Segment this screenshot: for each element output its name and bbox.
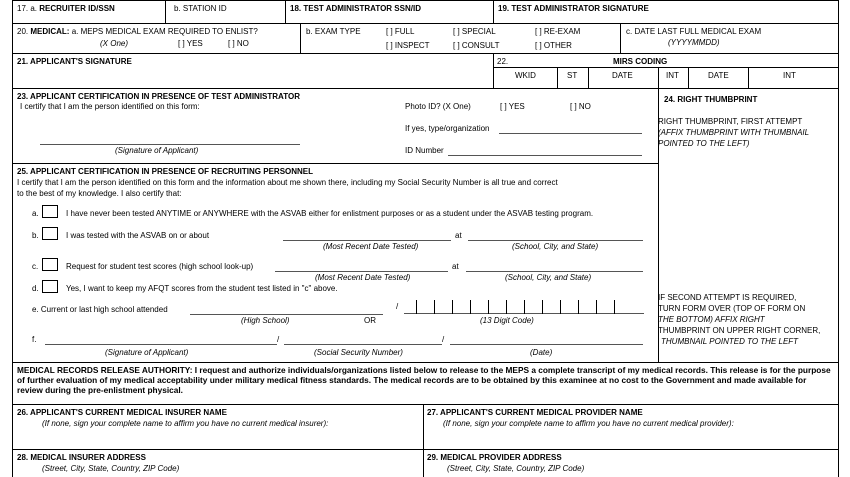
digit-tick-8 [542, 300, 543, 314]
f-ssn-field[interactable] [284, 344, 442, 345]
insurer-name-note: (If none, sign your complete name to affirm you have no current medical insurer): [42, 419, 329, 428]
mirs-col-st [557, 67, 558, 88]
insurer-name-title: 26. APPLICANT'S CURRENT MEDICAL INSURER NAME [17, 408, 227, 417]
medical-number: 20. [17, 27, 29, 36]
id-type-field[interactable] [499, 133, 642, 134]
digit-tick-9 [560, 300, 561, 314]
option-f-letter: f. [32, 335, 37, 344]
form-left-border [12, 0, 13, 477]
section23-signature-line[interactable] [40, 144, 300, 145]
digit-tick-6 [506, 300, 507, 314]
option-b-school-field[interactable] [468, 240, 643, 241]
option-b-checkbox[interactable] [42, 227, 58, 240]
section23-certify: I certify that I am the person identified on this form: [20, 102, 200, 111]
option-d-letter: d. [32, 284, 39, 293]
thumbprint-second-5: THUMBNAIL POINTED TO THE LEFT [661, 337, 799, 346]
exam-inspect-option[interactable]: [ ] INSPECT [386, 41, 430, 50]
section25-certify-2: to the best of my knowledge. I also certify that: [17, 189, 182, 198]
digit-tick-12 [614, 300, 615, 314]
thumbprint-first-attempt: RIGHT THUMBPRINT, FIRST ATTEMPT [658, 117, 803, 126]
insurer-address-title: 28. MEDICAL INSURER ADDRESS [17, 453, 146, 462]
divider-row21 [12, 88, 839, 89]
station-id-field[interactable]: b. STATION ID [174, 4, 227, 13]
mirs-coding-title: MIRS CODING [613, 57, 668, 66]
last-exam-date-label[interactable]: c. DATE LAST FULL MEDICAL EXAM [626, 27, 762, 36]
option-a-text: I have never been tested ANYTIME or ANYWHERE with the ASVAB either for enlistment purposes or as a student under the ASVAB testing program. [66, 209, 594, 218]
divider-section25 [12, 362, 839, 363]
mirs-col-st-label: ST [567, 71, 578, 80]
option-c-letter: c. [32, 262, 39, 271]
medical-bold-label: MEDICAL: [30, 27, 70, 36]
digit-tick-11 [596, 300, 597, 314]
exam-special-option[interactable]: [ ] SPECIAL [453, 27, 496, 36]
id-type-label: If yes, type/organization [405, 124, 490, 133]
divider-v-ta-sig [493, 0, 494, 23]
option-c-at: at [452, 262, 459, 271]
section23-title: 23. APPLICANT CERTIFICATION IN PRESENCE OF TEST ADMINISTRATOR [17, 92, 300, 101]
last-exam-date-format: (YYYYMMDD) [668, 38, 720, 47]
thumbprint-area[interactable] [660, 150, 836, 290]
f-date-caption: (Date) [530, 348, 553, 357]
mirs-col-wkid: WKID [515, 71, 536, 80]
option-e-text: e. Current or last high school attended [32, 305, 168, 314]
insurer-address-note: (Street, City, State, Country, ZIP Code) [42, 464, 180, 473]
ta-ssn-field[interactable]: 18. TEST ADMINISTRATOR SSN/ID [290, 4, 421, 13]
option-b-text: I was tested with the ASVAB on or about [66, 231, 210, 240]
section25-certify-1: I certify that I am the person identified on this form and the information about me shown there, including my Social Security Number is all true and correct [17, 178, 558, 187]
provider-name-note: (If none, sign your complete name to affirm you have no current medical provider): [443, 419, 734, 428]
ta-signature-field[interactable]: 19. TEST ADMINISTRATOR SIGNATURE [498, 4, 649, 13]
option-a-checkbox[interactable] [42, 205, 58, 218]
thumbprint-second-2: TURN FORM OVER (TOP OF FORM ON [658, 304, 806, 313]
divider-v-provider [423, 404, 424, 477]
digit-tick-3 [452, 300, 453, 314]
section25-title: 25. APPLICANT CERTIFICATION IN PRESENCE OF RECRUITING PERSONNEL [17, 167, 314, 176]
mirs-col-date2 [688, 67, 689, 88]
applicant-signature-field[interactable]: 21. APPLICANT'S SIGNATURE [17, 57, 132, 66]
option-c-checkbox[interactable] [42, 258, 58, 271]
option-c-date-caption: (Most Recent Date Tested) [315, 273, 411, 282]
mirs-col-int1 [658, 67, 659, 88]
divider-release [12, 404, 839, 405]
option-b-school-caption: (School, City, and State) [512, 242, 599, 251]
divider-v-ta-ssn [285, 0, 286, 23]
option-b-letter: b. [32, 231, 39, 240]
digit-tick-10 [578, 300, 579, 314]
divider-section23 [12, 163, 658, 164]
thumbprint-second-1: IF SECOND ATTEMPT IS REQUIRED, [658, 293, 797, 302]
provider-address-note: (Street, City, State, Country, ZIP Code) [447, 464, 585, 473]
digit-tick-5 [488, 300, 489, 314]
high-school-caption: (High School) [241, 316, 290, 325]
section24-title: 24. RIGHT THUMBPRINT [664, 95, 758, 104]
f-signature-field[interactable] [45, 344, 277, 345]
option-d-text: Yes, I want to keep my AFQT scores from the student test listed in "c" above. [66, 284, 338, 293]
option-b-date-field[interactable] [283, 240, 451, 241]
medical-exam-required-label [17, 27, 258, 36]
option-b-at: at [455, 231, 462, 240]
digit-code-caption: (13 Digit Code) [480, 316, 534, 325]
divider-v-mirs [493, 53, 494, 88]
high-school-name-field[interactable] [190, 314, 383, 315]
section23-signature-caption: (Signature of Applicant) [115, 146, 199, 155]
mirs-col-int2-label: INT [783, 71, 796, 80]
mirs-number: 22. [497, 57, 509, 66]
option-c-date-field[interactable] [275, 271, 448, 272]
mirs-col-date1 [588, 67, 589, 88]
photo-id-label: Photo ID? (X One) [405, 102, 471, 111]
digit-tick-2 [434, 300, 435, 314]
exam-reexam-option[interactable]: [ ] RE-EXAM [535, 27, 581, 36]
recruiter-id-field[interactable] [17, 4, 115, 13]
exam-full-option[interactable]: [ ] FULL [386, 27, 415, 36]
photo-id-no-option[interactable]: [ ] NO [570, 102, 591, 111]
exam-other-option[interactable]: [ ] OTHER [535, 41, 572, 50]
f-slash-1: / [277, 335, 280, 344]
option-c-text: Request for student test scores (high school look-up) [66, 262, 254, 271]
high-school-or: OR [364, 316, 376, 325]
mirs-header-line [493, 67, 838, 68]
form-top-border [12, 0, 839, 1]
digit-code-start-slash: / [396, 302, 399, 311]
thumbprint-second-3: THE BOTTOM) AFFIX RIGHT [658, 315, 765, 324]
thumbprint-pointed: POINTED TO THE LEFT) [658, 139, 750, 148]
mirs-col-int1-label: INT [666, 71, 679, 80]
divider-v-date-exam [620, 23, 621, 53]
form-right-border [838, 0, 839, 477]
option-d-checkbox[interactable] [42, 280, 58, 293]
digit-code-field[interactable] [404, 300, 644, 314]
option-c-school-field[interactable] [466, 271, 643, 272]
option-c-school-caption: (School, City, and State) [505, 273, 592, 282]
f-ssn-caption: (Social Security Number) [314, 348, 403, 357]
recruiter-id-label: RECRUITER ID/SSN [39, 4, 115, 13]
insurer-name-field[interactable] [14, 430, 419, 447]
divider-row17 [12, 23, 839, 24]
provider-name-field[interactable] [426, 430, 836, 447]
digit-tick-4 [470, 300, 471, 314]
mirs-col-int2 [748, 67, 749, 88]
mirs-col-date2-label: DATE [708, 71, 729, 80]
exam-type-label: b. EXAM TYPE [306, 27, 361, 36]
id-number-label: ID Number [405, 146, 444, 155]
mirs-col-date1-label: DATE [612, 71, 633, 80]
medical-no-option[interactable]: [ ] NO [228, 39, 249, 48]
f-signature-caption: (Signature of Applicant) [105, 348, 189, 357]
divider-row26 [12, 449, 839, 450]
medical-x-one: (X One) [100, 39, 129, 48]
divider-v-station [165, 0, 166, 23]
option-b-date-caption: (Most Recent Date Tested) [323, 242, 419, 251]
f-date-field[interactable] [450, 344, 643, 345]
provider-address-title: 29. MEDICAL PROVIDER ADDRESS [427, 453, 562, 462]
medical-release-text: MEDICAL RECORDS RELEASE AUTHORITY: I request and authorize individuals/organizations listed below to release to the MEPS a complete transcript of my medical records. This release is for the purpose of further evaluation of my medical acceptability under military medical fitness standards. The medical records are to be obtained by this examinee at no cost to the Government and made available for review during the pre-enlistment physical. [17, 365, 831, 395]
divider-v-exam-type [300, 23, 301, 53]
photo-id-yes-option[interactable]: [ ] YES [500, 102, 525, 111]
exam-consult-option[interactable]: [ ] CONSULT [453, 41, 500, 50]
medical-yes-option[interactable]: [ ] YES [178, 39, 203, 48]
digit-tick-7 [524, 300, 525, 314]
id-number-field[interactable] [448, 155, 642, 156]
recruiter-id-number: 17. a. [17, 4, 38, 13]
f-slash-2: / [442, 335, 445, 344]
thumbprint-affix: (AFFIX THUMBPRINT WITH THUMBNAIL [658, 128, 810, 137]
divider-row20 [12, 53, 839, 54]
thumbprint-second-4: THUMBPRINT ON UPPER RIGHT CORNER, [658, 326, 821, 335]
provider-name-title: 27. APPLICANT'S CURRENT MEDICAL PROVIDER NAME [427, 408, 643, 417]
digit-tick-1 [416, 300, 417, 314]
option-a-letter: a. [32, 209, 39, 218]
medical-question: a. MEPS MEDICAL EXAM REQUIRED TO ENLIST? [71, 27, 258, 36]
